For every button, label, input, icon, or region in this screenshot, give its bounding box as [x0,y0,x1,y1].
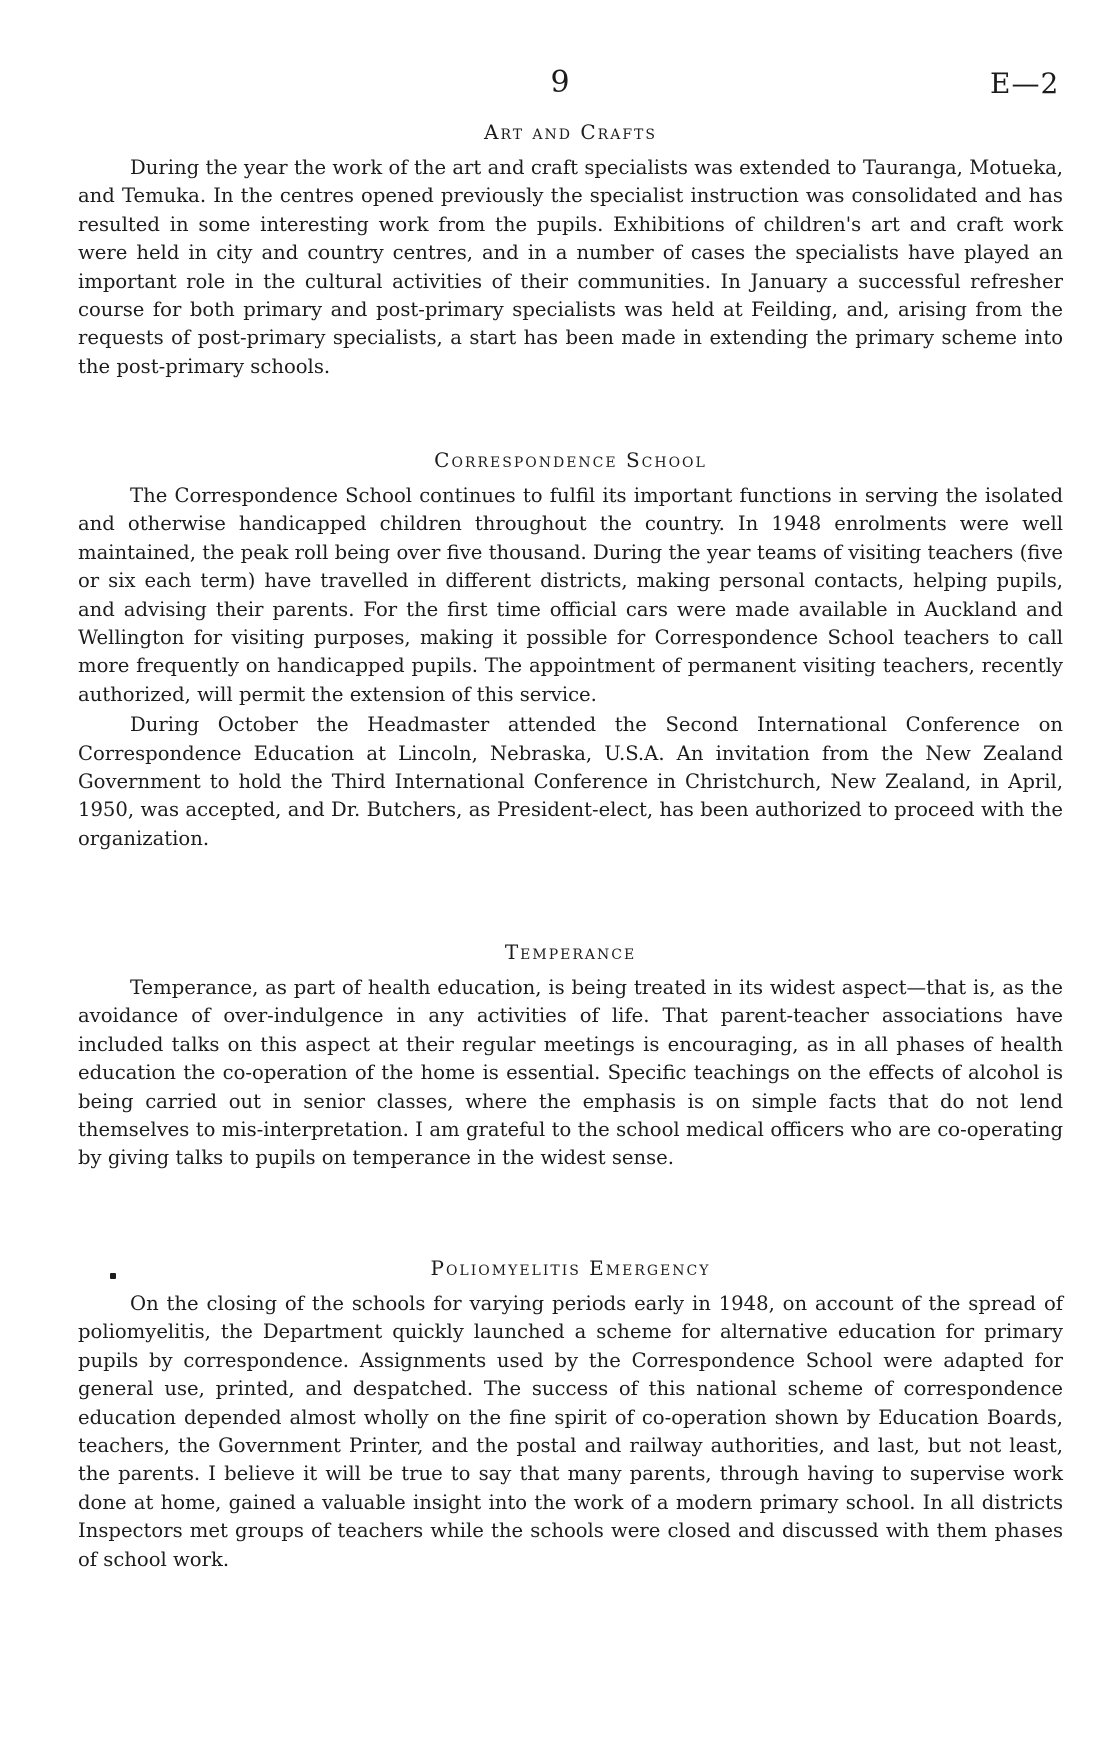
page-number: 9 [550,65,570,100]
section-heading: Temperance [504,940,637,964]
paragraph: During the year the work of the art and craft specialists was extended to Tauranga, Motueka, and Temuka. In the centres opened previously the specialist instruction was consolidated and has resulted in some interesting work from the pupils. Exhibitions of children's art and craft work were held in city and country centres, and in a number of cases the specialists have played an important role in the cultural activities of their communities. In January a successful refresher course for both primary and post-primary specialists was held at Feilding, and, arising from the requests of post-primary specialists, a start has been made in extending the primary scheme into the post-primary schools. [78,156,1063,378]
paragraph: During October the Headmaster attended the Second International Conference on Correspondence Education at Lincoln, Nebraska, U.S.A. An invitation from the New Zealand Government to hold the Third International Conference in Christchurch, New Zealand, in April, 1950, was accepted, and Dr. Butchers, as President-elect, has been authorized to proceed with the organization. [78,713,1063,850]
section-heading: Correspondence School [434,448,707,472]
section-temperance [78,940,1063,1173]
document-reference: E—2 [990,67,1060,100]
section-heading: Art and Crafts [484,120,657,144]
paragraph: The Correspondence School continues to fulfil its important functions in serving the isolated and otherwise handicapped children throughout the country. In 1948 enrolments were well maintained, the peak roll being over five thousand. During the year teams of visiting teachers (five or six each term) have travelled in different districts, making personal contacts, helping pupils, and advising their parents. For the first time official cars were made available in Auckland and Wellington for visiting purposes, making it possible for Correspondence School teachers to call more frequently on handicapped pupils. The appointment of permanent visiting teachers, recently authorized, will permit the extension of this service. [78,484,1063,706]
section-art-and-crafts [78,120,1063,381]
paragraph: Temperance, as part of health education, is being treated in its widest aspect—that is, as the avoidance of over-indulgence in any activities of life. That parent-teacher associations have included talks on this aspect at their regular meetings is encouraging, as in all phases of health education the co-operation of the home is essential. Specific teachings on the effects of alcohol is being carried out in senior classes, where the emphasis is on simple facts that do not lend themselves to mis-interpretation. I am grateful to the school medical officers who are co-operating by giving talks to pupils on temperance in the widest sense. [78,976,1063,1170]
section-heading: Poliomyelitis Emergency [430,1256,711,1280]
section-correspondence-school [78,448,1063,853]
section-poliomyelitis-emergency [78,1256,1063,1574]
paragraph: On the closing of the schools for varying periods early in 1948, on account of the spread of poliomyelitis, the Department quickly launched a scheme for alternative education for primary pupils by correspondence. Assignments used by the Correspondence School were adapted for general use, printed, and despatched. The success of this national scheme of correspondence education depended almost wholly on the fine spirit of co-operation shown by Education Boards, teachers, the Government Printer, and the postal and railway authorities, and last, but not least, the parents. I believe it will be true to say that many parents, through having to supervise work done at home, gained a valuable insight into the work of a modern primary school. In all districts Inspectors met groups of teachers while the schools were closed and discussed with them phases of school work. [78,1292,1063,1571]
